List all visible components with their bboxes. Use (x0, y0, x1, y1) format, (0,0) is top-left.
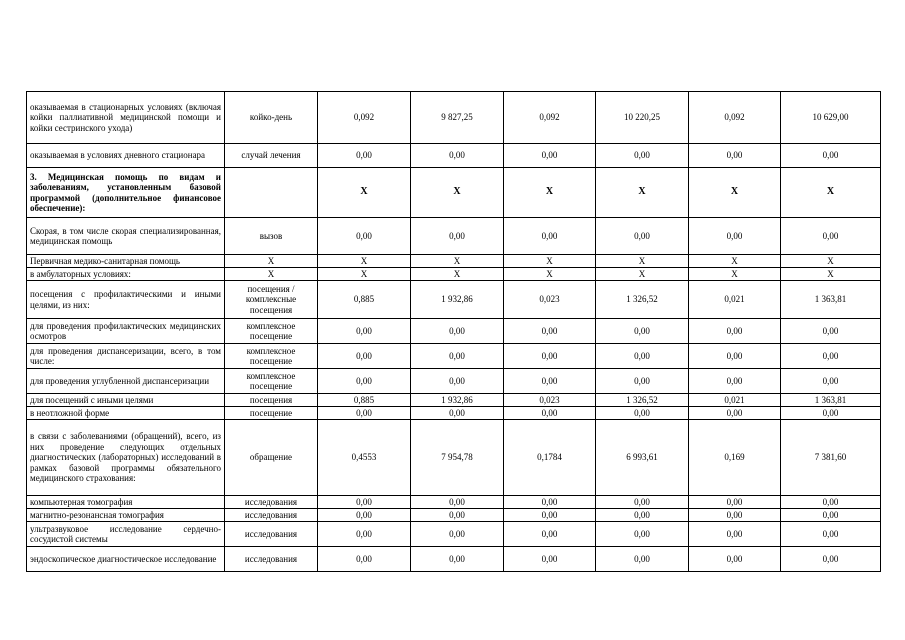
table-row (27, 547, 881, 572)
value-cell: X (689, 168, 781, 218)
value-cell: 0,00 (781, 407, 881, 420)
value-cell: 0,00 (318, 509, 411, 522)
table-row (27, 407, 881, 420)
row-label: компьютерная томография (27, 496, 225, 509)
value-cell: X (781, 168, 881, 218)
row-unit (225, 168, 318, 218)
table-row (27, 92, 881, 144)
value-cell: 0,00 (318, 496, 411, 509)
value-cell: 0,00 (504, 509, 596, 522)
row-label: в неотложной форме (27, 407, 225, 420)
table-row (27, 281, 881, 319)
value-cell: X (318, 255, 411, 268)
table-row (27, 369, 881, 394)
table-body (27, 92, 881, 572)
value-cell: 0,092 (689, 92, 781, 144)
table-row (27, 344, 881, 369)
value-cell: 0,00 (781, 344, 881, 369)
value-cell: X (596, 255, 689, 268)
row-label: ультразвуковое исследование сердечно-сосудистой системы (27, 522, 225, 547)
row-label: в амбулаторных условиях: (27, 268, 225, 281)
table-row (27, 168, 881, 218)
value-cell: X (504, 168, 596, 218)
value-cell: 0,00 (504, 218, 596, 255)
value-cell: 0,00 (689, 218, 781, 255)
value-cell: 0,00 (781, 509, 881, 522)
value-cell: X (411, 168, 504, 218)
row-unit: X (225, 268, 318, 281)
value-cell: 0,00 (689, 369, 781, 394)
value-cell: 0,00 (318, 547, 411, 572)
value-cell: X (596, 268, 689, 281)
table-row (27, 522, 881, 547)
value-cell: 0,023 (504, 281, 596, 319)
value-cell: 0,00 (318, 369, 411, 394)
value-cell: X (781, 255, 881, 268)
value-cell: 10 629,00 (781, 92, 881, 144)
value-cell: 0,00 (504, 344, 596, 369)
value-cell: 7 954,78 (411, 420, 504, 496)
row-unit: вызов (225, 218, 318, 255)
value-cell: 0,092 (504, 92, 596, 144)
value-cell: 0,1784 (504, 420, 596, 496)
value-cell: 0,092 (318, 92, 411, 144)
value-cell: 0,885 (318, 394, 411, 407)
value-cell: 0,00 (689, 509, 781, 522)
value-cell: 0,00 (504, 547, 596, 572)
row-unit: комплексное посещение (225, 369, 318, 394)
value-cell: 7 381,60 (781, 420, 881, 496)
value-cell: X (411, 255, 504, 268)
row-unit: X (225, 255, 318, 268)
row-label: эндоскопическое диагностическое исследование (27, 547, 225, 572)
value-cell: 0,021 (689, 394, 781, 407)
value-cell: 0,00 (411, 407, 504, 420)
value-cell: 0,00 (411, 144, 504, 168)
value-cell: 0,00 (781, 496, 881, 509)
value-cell: X (689, 255, 781, 268)
row-label: посещения с профилактическими и иными целями, из них: (27, 281, 225, 319)
value-cell: 0,00 (411, 319, 504, 344)
row-label: оказываемая в стационарных условиях (включая койки паллиативной медицинской помощи и койки сестринского ухода) (27, 92, 225, 144)
value-cell: 1 932,86 (411, 281, 504, 319)
row-unit: посещения (225, 394, 318, 407)
value-cell: 0,00 (689, 319, 781, 344)
value-cell: 0,021 (689, 281, 781, 319)
value-cell: 0,00 (318, 218, 411, 255)
value-cell: 0,00 (689, 547, 781, 572)
value-cell: 0,00 (689, 144, 781, 168)
row-unit: исследования (225, 496, 318, 509)
value-cell: X (411, 268, 504, 281)
value-cell: 0,00 (596, 547, 689, 572)
value-cell: X (504, 255, 596, 268)
value-cell: 0,00 (781, 369, 881, 394)
value-cell: 6 993,61 (596, 420, 689, 496)
value-cell: 0,169 (689, 420, 781, 496)
row-unit: комплексное посещение (225, 344, 318, 369)
row-label: для проведения углубленной диспансеризации (27, 369, 225, 394)
row-label: Скорая, в том числе скорая специализированная, медицинская помощь (27, 218, 225, 255)
row-label: оказываемая в условиях дневного стационара (27, 144, 225, 168)
table-row (27, 144, 881, 168)
row-label: в связи с заболеваниями (обращений), всего, из них проведение следующих отдельных диагностических (лабораторных) исследований в рамках базовой программы обязательного медицинского страхования: (27, 420, 225, 496)
volumes-table (26, 91, 881, 572)
value-cell: 0,00 (411, 509, 504, 522)
value-cell: 0,00 (411, 369, 504, 394)
value-cell: 0,00 (596, 344, 689, 369)
value-cell: 0,00 (504, 496, 596, 509)
table-row (27, 420, 881, 496)
row-unit: исследования (225, 547, 318, 572)
row-unit: исследования (225, 522, 318, 547)
table-row (27, 509, 881, 522)
value-cell: 0,00 (318, 319, 411, 344)
value-cell: 0,00 (689, 496, 781, 509)
value-cell: X (318, 268, 411, 281)
value-cell: 0,00 (596, 144, 689, 168)
value-cell: X (596, 168, 689, 218)
value-cell: 0,00 (411, 547, 504, 572)
value-cell: X (504, 268, 596, 281)
value-cell: 0,00 (318, 522, 411, 547)
row-unit: комплексное посещение (225, 319, 318, 344)
value-cell: 0,00 (781, 547, 881, 572)
table-row (27, 268, 881, 281)
table-row (27, 496, 881, 509)
value-cell: 0,00 (504, 319, 596, 344)
value-cell: X (689, 268, 781, 281)
table-row (27, 218, 881, 255)
row-label: магнитно-резонансная томография (27, 509, 225, 522)
value-cell: 0,00 (596, 218, 689, 255)
value-cell: 0,00 (318, 344, 411, 369)
value-cell: 0,00 (689, 407, 781, 420)
value-cell: 0,00 (596, 407, 689, 420)
value-cell: 0,00 (504, 144, 596, 168)
value-cell: 0,00 (411, 344, 504, 369)
value-cell: 0,00 (318, 144, 411, 168)
row-unit: случай лечения (225, 144, 318, 168)
value-cell: 1 326,52 (596, 394, 689, 407)
value-cell: X (318, 168, 411, 218)
value-cell: 0,00 (596, 509, 689, 522)
value-cell: 0,00 (504, 522, 596, 547)
value-cell: 10 220,25 (596, 92, 689, 144)
row-unit: посещение (225, 407, 318, 420)
row-label: для проведения профилактических медицинских осмотров (27, 319, 225, 344)
value-cell: 0,00 (411, 496, 504, 509)
row-unit: койко-день (225, 92, 318, 144)
value-cell: 0,023 (504, 394, 596, 407)
value-cell: 1 363,81 (781, 394, 881, 407)
value-cell: 0,00 (596, 369, 689, 394)
value-cell: 0,00 (781, 522, 881, 547)
row-label: Первичная медико-санитарная помощь (27, 255, 225, 268)
value-cell: 0,00 (411, 218, 504, 255)
row-unit: обращение (225, 420, 318, 496)
row-label: для посещений с иными целями (27, 394, 225, 407)
value-cell: 0,00 (596, 319, 689, 344)
row-label: 3. Медицинская помощь по видам и заболеваниям, установленным базовой программой (дополнительное финансовое обеспечение): (27, 168, 225, 218)
value-cell: 0,00 (504, 369, 596, 394)
value-cell: 0,00 (318, 407, 411, 420)
value-cell: 0,00 (689, 344, 781, 369)
value-cell: 0,00 (689, 522, 781, 547)
row-label: для проведения диспансеризации, всего, в том числе: (27, 344, 225, 369)
table-row (27, 255, 881, 268)
value-cell: 0,00 (596, 522, 689, 547)
table-row (27, 394, 881, 407)
value-cell: 1 932,86 (411, 394, 504, 407)
value-cell: 0,00 (781, 144, 881, 168)
row-unit: исследования (225, 509, 318, 522)
value-cell: 0,00 (504, 407, 596, 420)
table-row (27, 319, 881, 344)
value-cell: 0,00 (781, 218, 881, 255)
row-unit: посещения / комплексные посещения (225, 281, 318, 319)
value-cell: X (781, 268, 881, 281)
value-cell: 0,00 (596, 496, 689, 509)
value-cell: 0,885 (318, 281, 411, 319)
value-cell: 0,00 (411, 522, 504, 547)
value-cell: 9 827,25 (411, 92, 504, 144)
value-cell: 1 326,52 (596, 281, 689, 319)
value-cell: 0,4553 (318, 420, 411, 496)
value-cell: 1 363,81 (781, 281, 881, 319)
value-cell: 0,00 (781, 319, 881, 344)
